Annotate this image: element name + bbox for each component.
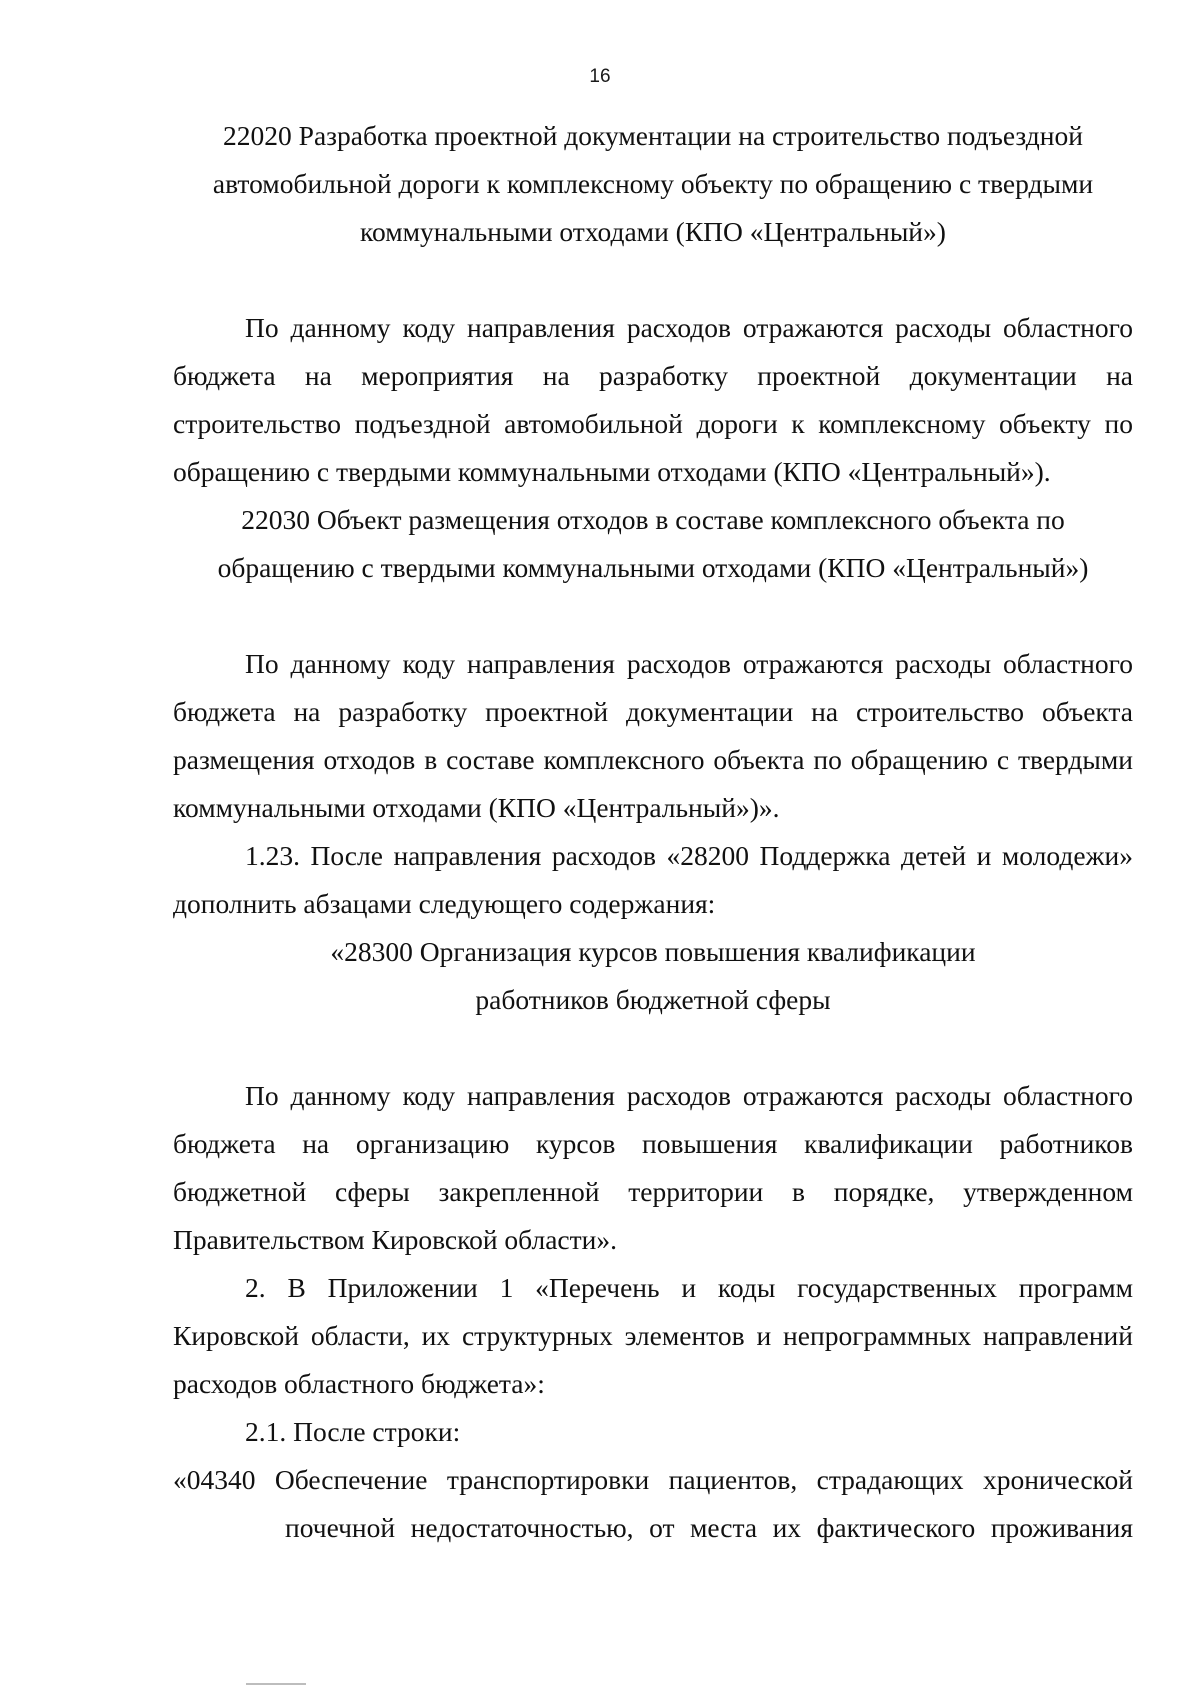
spacer <box>173 256 1133 304</box>
paragraph-22030: По данному коду направления расходов отражаются расходы областного бюджета на разработку проектной документации на строительство объекта размещения отходов в составе комплексного объекта по обращению с твердыми коммунальными отходами (КПО «Центральный»)». <box>173 648 1133 823</box>
scan-edge-mark <box>246 1683 306 1685</box>
heading-line: 22030 Объект размещения отходов в составе комплексного объекта по <box>241 504 1065 535</box>
paragraph-28300: По данному коду направления расходов отражаются расходы областного бюджета на организацию курсов повышения квалификации работников бюджетной сферы закрепленной территории в порядке, утвержденном Правительством Кировской области». <box>173 1080 1133 1255</box>
heading-line: «28300 Организация курсов повышения квалификации <box>330 936 976 967</box>
heading-28300 <box>173 928 1133 1024</box>
heading-line: работников бюджетной сферы <box>475 984 831 1015</box>
row-04340-line-2: почечной недостаточностью, от места их фактического проживания <box>285 1512 1133 1543</box>
paragraph-2: 2. В Приложении 1 «Перечень и коды государственных программ Кировской области, их структурных элементов и непрограммных направлений расходов областного бюджета»: <box>173 1272 1133 1399</box>
heading-line: автомобильной дороги к комплексному объекту по обращению с твердыми <box>212 168 1094 199</box>
row-04340 <box>173 1456 1133 1552</box>
page-number: 16 <box>589 66 611 87</box>
document-body <box>173 112 1133 1552</box>
heading-line: 22020 Разработка проектной документации на строительство подъездной <box>223 120 1083 151</box>
heading-line: коммунальными отходами (КПО «Центральный») <box>360 216 946 247</box>
paragraph-2-1: 2.1. После строки: <box>245 1416 461 1447</box>
heading-line: обращению с твердыми коммунальными отходами (КПО «Центральный») <box>217 552 1089 583</box>
row-04340-line-1: «04340 Обеспечение транспортировки пациентов, страдающих хронической <box>173 1464 1133 1495</box>
heading-22020 <box>173 112 1133 256</box>
spacer <box>173 1024 1133 1072</box>
paragraph-1-23: 1.23. После направления расходов «28200 Поддержка детей и молодежи» дополнить абзацами следующего содержания: <box>173 840 1133 919</box>
paragraph-22020: По данному коду направления расходов отражаются расходы областного бюджета на мероприятия на разработку проектной документации на строительство подъездной автомобильной дороги к комплексному объекту по обращению с твердыми коммунальными отходами (КПО «Центральный»). <box>173 312 1133 487</box>
spacer <box>173 592 1133 640</box>
heading-22030 <box>173 496 1133 592</box>
